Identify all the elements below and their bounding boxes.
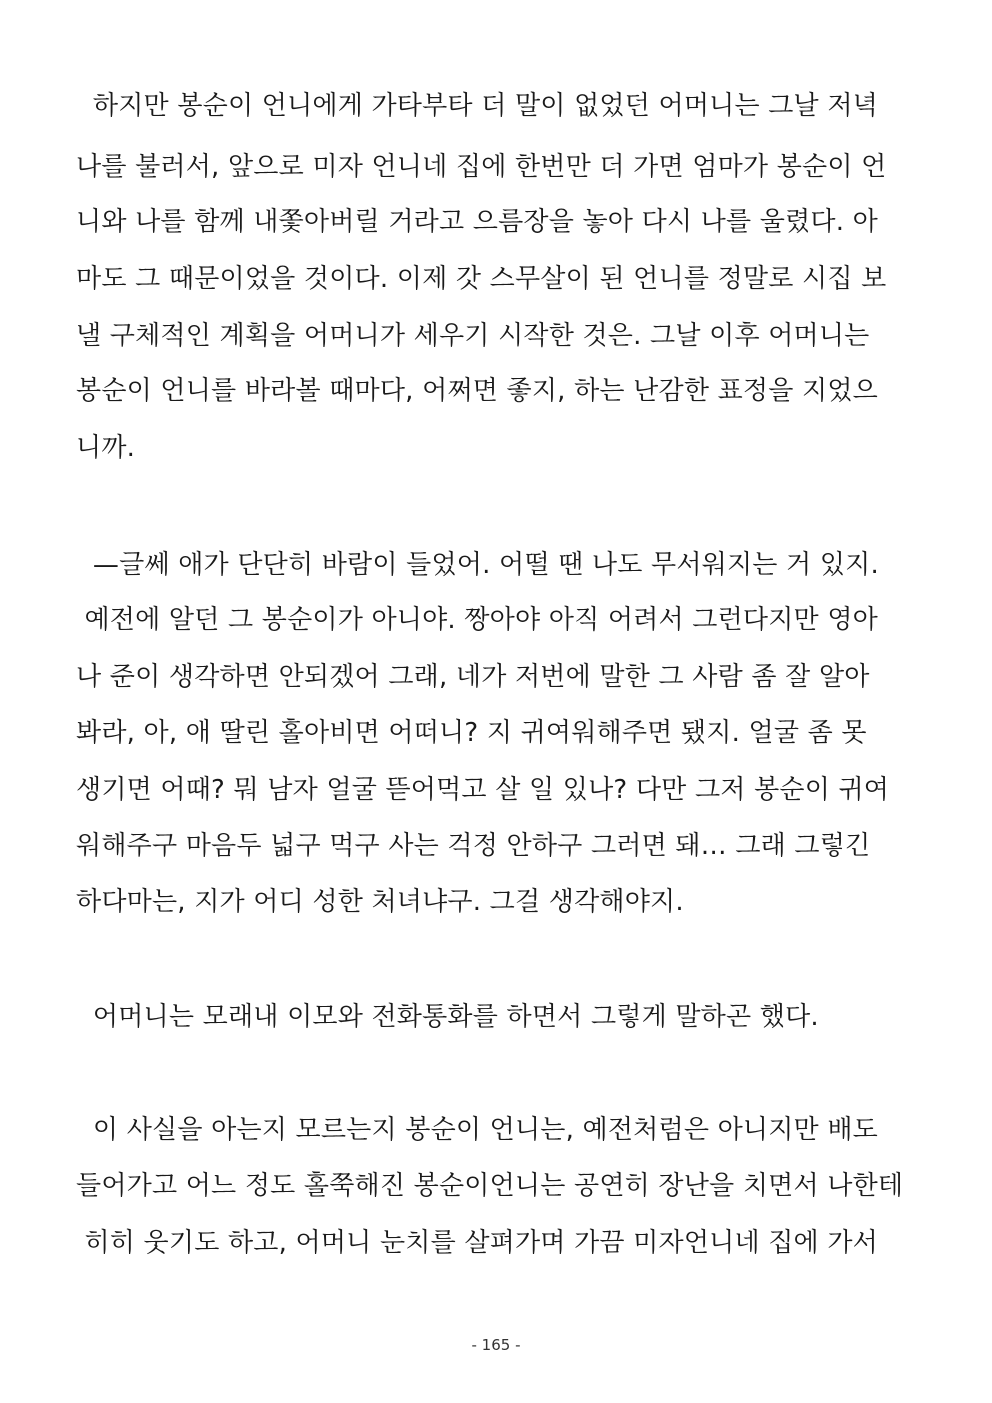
text-line: 니와 나를 함께 내쫓아버릴 거라고 으름장을 놓아 다시 나를 울렸다. 아	[76, 207, 878, 237]
text-line: 워해주구 마음두 넓구 먹구 사는 걱정 안하구 그러면 돼… 그래 그렇긴	[76, 831, 871, 861]
text-line: —글쎄 애가 단단히 바람이 들었어. 어떨 땐 나도 무서워지는 거 있지.	[76, 550, 879, 580]
text-line: 봉순이 언니를 바라볼 때마다, 어쩌면 좋지, 하는 난감한 표정을 지었으	[76, 376, 878, 406]
text-line: 나 준이 생각하면 안되겠어 그래, 네가 저번에 말한 그 사람 좀 잘 알아	[76, 662, 870, 692]
text-line: 어머니는 모래내 이모와 전화통화를 하면서 그렇게 말하곤 했다.	[76, 1002, 819, 1032]
text-line: 하다마는, 지가 어디 성한 처녀냐구. 그걸 생각해야지.	[76, 887, 684, 917]
text-line: 봐라, 아, 애 딸린 홀아비면 어떠니? 지 귀여워해주면 됐지. 얼굴 좀 못	[76, 718, 867, 748]
text-line: 니까.	[76, 433, 136, 463]
page-number: - 165 -	[471, 1336, 521, 1354]
text-line: 낼 구체적인 계획을 어머니가 세우기 시작한 것은. 그날 이후 어머니는	[76, 321, 870, 351]
text-line: 예전에 알던 그 봉순이가 아니야. 짱아야 아직 어려서 그런다지만 영아	[76, 605, 878, 635]
text-line: 이 사실을 아는지 모르는지 봉순이 언니는, 예전처럼은 아니지만 배도	[76, 1115, 878, 1145]
text-line: 나를 불러서, 앞으로 미자 언니네 집에 한번만 더 가면 엄마가 봉순이 언	[76, 152, 887, 182]
text-line: 하지만 봉순이 언니에게 가타부타 더 말이 없었던 어머니는 그날 저녁	[76, 91, 878, 121]
text-line: 생기면 어때? 뭐 남자 얼굴 뜯어먹고 살 일 있나? 다만 그저 봉순이 귀여	[76, 775, 890, 805]
text-line: 들어가고 어느 정도 홀쭉해진 봉순이언니는 공연히 장난을 치면서 나한테	[76, 1171, 904, 1201]
text-line: 마도 그 때문이었을 것이다. 이제 갓 스무살이 된 언니를 정말로 시집 보	[76, 264, 887, 294]
text-line: 히히 웃기도 하고, 어머니 눈치를 살펴가며 가끔 미자언니네 집에 가서	[76, 1228, 878, 1258]
